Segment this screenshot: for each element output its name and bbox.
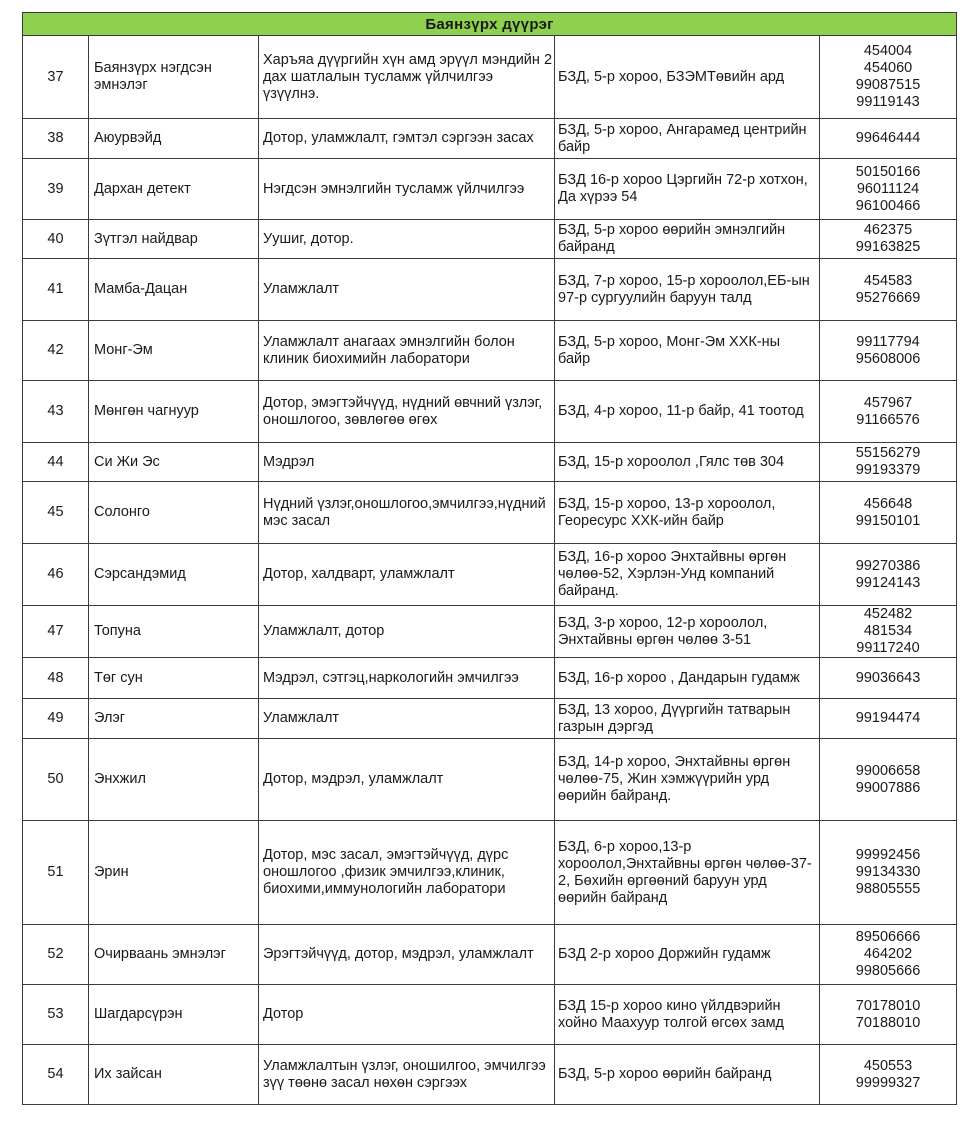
row-number: 54 [23,1045,89,1105]
clinic-services: Дотор, халдварт, уламжлалт [259,544,555,606]
table-row [23,443,957,482]
phone-number: 481534 [863,623,913,639]
clinic-phones [820,699,957,739]
phone-number: 99194474 [855,710,921,726]
clinic-name: Сэрсандэмид [89,544,259,606]
clinic-phones [820,925,957,985]
clinic-name: Мамба-Дацан [89,259,259,321]
phone-number: 99805666 [855,963,921,979]
clinic-address: БЗД, 5-р хороо өөрийн эмнэлгийн байранд [555,220,820,259]
clinic-phones [820,381,957,443]
table-row [23,821,957,925]
phone-number: 454583 [863,272,913,289]
phone-number: 464202 [863,946,913,962]
clinic-phones [820,821,957,925]
phone-number: 99150101 [855,512,921,529]
clinic-services: Нэгдсэн эмнэлгийн тусламж үйлчилгээ [259,159,555,220]
row-number: 52 [23,925,89,985]
row-number: 40 [23,220,89,259]
clinic-address: БЗД 15-р хороо кино үйлдвэрийн хойно Маахуур толгой өгсөх замд [555,985,820,1045]
phone-number: 99117794 [856,333,920,350]
clinic-list [22,12,957,1105]
clinic-name: Их зайсан [89,1045,259,1105]
phone-number: 457967 [863,394,913,411]
phone-number: 99006658 [855,762,921,779]
row-number: 47 [23,606,89,658]
clinic-address: БЗД, 15-р хороо, 13-р хороолол, Георесурс ХХК-ийн байр [555,482,820,544]
clinic-phones [820,985,957,1045]
clinic-name: Си Жи Эс [89,443,259,482]
phone-number: 456648 [863,495,913,512]
clinic-name: Топуна [89,606,259,658]
table-row [23,321,957,381]
table-row [23,119,957,159]
clinic-name: Очирваань эмнэлэг [89,925,259,985]
clinic-name: Мөнгөн чагнуур [89,381,259,443]
table-row [23,739,957,821]
phone-number: 99124143 [855,574,921,591]
row-number: 38 [23,119,89,159]
clinic-address: БЗД, 15-р хороолол ,Гялс төв 304 [555,443,820,482]
row-number: 49 [23,699,89,739]
table-row [23,159,957,220]
clinic-services: Эрэгтэйчүүд, дотор, мэдрэл, уламжлалт [259,925,555,985]
row-number: 37 [23,36,89,119]
clinic-name: Энхжил [89,739,259,821]
phone-number: 452482 [863,606,913,622]
row-number: 51 [23,821,89,925]
phone-number: 96011124 [856,180,920,197]
row-number: 46 [23,544,89,606]
phone-number: 450553 [863,1057,913,1074]
table-row [23,482,957,544]
table-row [23,1045,957,1105]
phone-number: 454004 [863,43,913,59]
clinic-phones [820,259,957,321]
district-title: Баянзүрх дүүрэг [23,13,957,36]
clinic-services: Дотор, мэдрэл, уламжлалт [259,739,555,821]
phone-number: 99163825 [855,239,921,255]
phone-number: 91166576 [856,411,920,428]
clinic-table [22,12,957,1105]
phone-number: 99999327 [855,1074,921,1091]
phone-number: 95608006 [855,350,921,367]
clinic-services: Дотор, уламжлалт, гэмтэл сэргээн засах [259,119,555,159]
clinic-services: Дотор, эмэгтэйчүүд, нүдний өвчний үзлэг, оношлогоо, зөвлөгөө өгөх [259,381,555,443]
row-number: 43 [23,381,89,443]
clinic-name: Солонго [89,482,259,544]
table-row [23,381,957,443]
phone-number: 99193379 [855,462,921,478]
row-number: 44 [23,443,89,482]
phone-number: 96100466 [855,197,921,214]
row-number: 50 [23,739,89,821]
row-number: 42 [23,321,89,381]
clinic-name: Дархан детект [89,159,259,220]
clinic-name: Зүтгэл найдвар [89,220,259,259]
phone-number: 99270386 [855,557,921,574]
clinic-address: БЗД 2-р хороо Доржийн гудамж [555,925,820,985]
table-row [23,699,957,739]
clinic-services: Уушиг, дотор. [259,220,555,259]
clinic-phones [820,606,957,658]
clinic-name: Аюурвэйд [89,119,259,159]
phone-number: 70188010 [855,1014,921,1031]
clinic-address: БЗД, 5-р хороо, БЗЭМТөвийн ард [555,36,820,119]
phone-number: 98805555 [855,881,921,897]
clinic-phones [820,220,957,259]
phone-number: 99646444 [855,130,921,146]
clinic-name: Төг сун [89,658,259,699]
phone-number: 99007886 [855,779,921,796]
clinic-services: Мэдрэл, сэтгэц,наркологийн эмчилгээ [259,658,555,699]
clinic-services: Дотор [259,985,555,1045]
clinic-services: Уламжлалт [259,699,555,739]
phone-number: 70178010 [855,997,921,1014]
phone-number: 55156279 [855,445,921,461]
clinic-phones [820,119,957,159]
district-header-row [23,13,957,36]
clinic-name: Элэг [89,699,259,739]
clinic-name: Эрин [89,821,259,925]
table-row [23,259,957,321]
clinic-services: Уламжлалт [259,259,555,321]
table-row [23,658,957,699]
phone-number: 99117240 [856,640,920,656]
row-number: 39 [23,159,89,220]
clinic-services: Мэдрэл [259,443,555,482]
clinic-services: Уламжлалт, дотор [259,606,555,658]
phone-number: 454060 [863,60,913,76]
phone-number: 89506666 [855,929,921,945]
clinic-address: БЗД, 13 хороо, Дүүргийн татварын газрын дэргэд [555,699,820,739]
phone-number: 99036643 [855,669,921,686]
phone-number: 99087515 [855,77,921,93]
clinic-phones [820,658,957,699]
table-row [23,985,957,1045]
clinic-address: БЗД, 7-р хороо, 15-р хороолол,ЕБ-ын 97-р сургуулийн баруун талд [555,259,820,321]
clinic-services: Нүдний үзлэг,оношлогоо,эмчилгээ,нүдний мэс засал [259,482,555,544]
clinic-address: БЗД 16-р хороо Цэргийн 72-р хотхон, Да хүрээ 54 [555,159,820,220]
row-number: 53 [23,985,89,1045]
clinic-name: Шагдарсүрэн [89,985,259,1045]
clinic-phones [820,482,957,544]
clinic-services: Уламжлалт анагаах эмнэлгийн болон клиник биохимийн лаборатори [259,321,555,381]
table-row [23,36,957,119]
phone-number: 99119143 [856,94,920,110]
phone-number: 99134330 [855,864,921,880]
clinic-phones [820,159,957,220]
phone-number: 95276669 [855,289,921,306]
clinic-name: Монг-Эм [89,321,259,381]
clinic-phones [820,1045,957,1105]
phone-number: 462375 [863,222,913,238]
table-row [23,925,957,985]
clinic-address: БЗД, 4-р хороо, 11-р байр, 41 тоотод [555,381,820,443]
table-row [23,606,957,658]
clinic-address: БЗД, 3-р хороо, 12-р хороолол, Энхтайвны өргөн чөлөө 3-51 [555,606,820,658]
phone-number: 99992456 [855,847,921,863]
clinic-address: БЗД, 5-р хороо, Ангарамед центрийн байр [555,119,820,159]
phone-number: 50150166 [855,163,921,180]
clinic-address: БЗД, 5-р хороо өөрийн байранд [555,1045,820,1105]
clinic-phones [820,544,957,606]
clinic-name: Баянзүрх нэгдсэн эмнэлэг [89,36,259,119]
clinic-services: Харъяа дүүргийн хүн амд эрүүл мэндийн 2 дах шатлалын тусламж үйлчилгээ үзүүлнэ. [259,36,555,119]
clinic-address: БЗД, 16-р хороо Энхтайвны өргөн чөлөө-52, Хэрлэн-Унд компаний байранд. [555,544,820,606]
row-number: 48 [23,658,89,699]
clinic-address: БЗД, 14-р хороо, Энхтайвны өргөн чөлөө-75, Жин хэмжүүрийн урд өөрийн байранд. [555,739,820,821]
clinic-address: БЗД, 6-р хороо,13-р хороолол,Энхтайвны өргөн чөлөө-37-2, Бөхийн өргөөний баруун урд өөрийн байранд [555,821,820,925]
clinic-services: Дотор, мэс засал, эмэгтэйчүүд, дүрс оношлогоо ,физик эмчилгээ,клиник, биохими,иммунологийн лаборатори [259,821,555,925]
clinic-phones [820,36,957,119]
table-row [23,220,957,259]
table-row [23,544,957,606]
row-number: 41 [23,259,89,321]
clinic-phones [820,443,957,482]
clinic-address: БЗД, 5-р хороо, Монг-Эм ХХК-ны байр [555,321,820,381]
clinic-phones [820,739,957,821]
clinic-address: БЗД, 16-р хороо , Дандарын гудамж [555,658,820,699]
clinic-phones [820,321,957,381]
row-number: 45 [23,482,89,544]
clinic-services: Уламжлалтын үзлэг, оношилгоо, эмчилгээ зүү төөнө засал нөхөн сэргээх [259,1045,555,1105]
